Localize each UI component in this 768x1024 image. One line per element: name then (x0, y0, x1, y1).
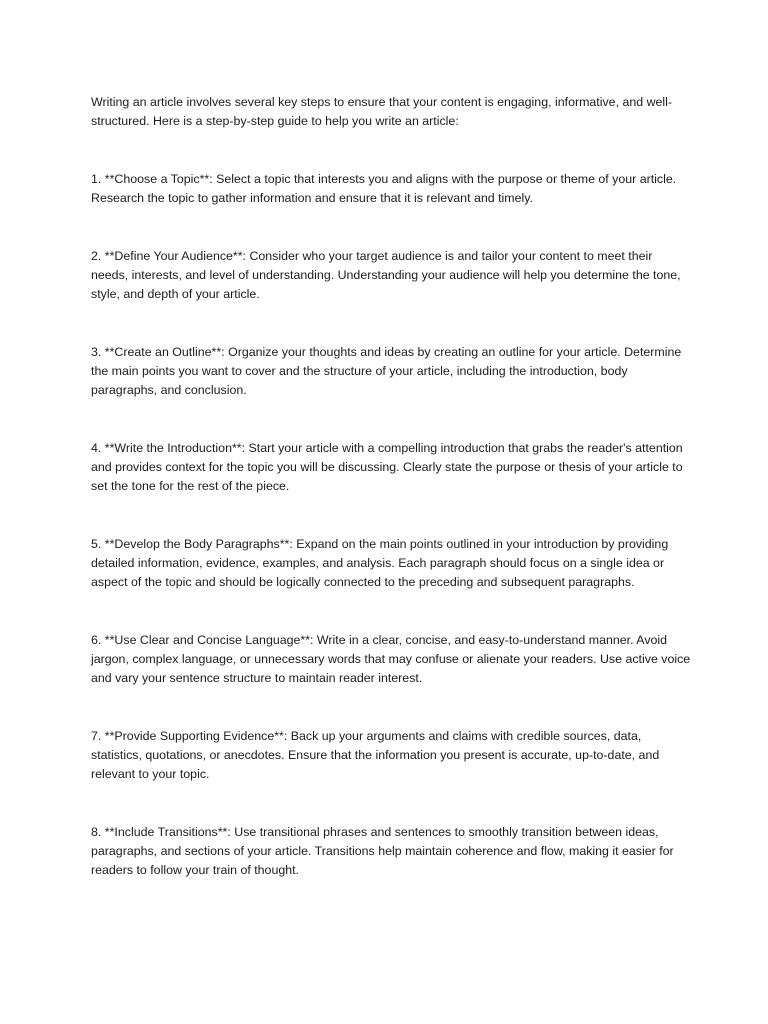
step-paragraph-3: 3. **Create an Outline**: Organize your thoughts and ideas by creating an outline for your article. Determine the main points you want to cover and the structure of your article, including the introduction, body paragraphs, and conclusion. (91, 344, 682, 397)
intro-paragraph: Writing an article involves several key steps to ensure that your content is engaging, informative, and well-structured. Here is a step-by-step guide to help you write an article: (91, 95, 673, 129)
step-paragraph-7: 7. **Provide Supporting Evidence**: Back up your arguments and claims with credible sources, data, statistics, quotations, or anecdotes. Ensure that the information you present is accurate, up-to-date, and relevant to your topic. (91, 728, 660, 781)
step-paragraph-4: 4. **Write the Introduction**: Start your article with a compelling introduction that grabs the reader's attention and provides context for the topic you will be discussing. Clearly state the purpose or thesis of your article to set the tone for the rest of the piece. (91, 440, 683, 493)
step-paragraph-2: 2. **Define Your Audience**: Consider who your target audience is and tailor your content to meet their needs, interests, and level of understanding. Understanding your audience will help you determine the tone, style, and depth of your article. (91, 248, 681, 301)
step-paragraph-8: 8. **Include Transitions**: Use transitional phrases and sentences to smoothly transition between ideas, paragraphs, and sections of your article. Transitions help maintain coherence and flow, making it easier for readers to follow your train of thought. (91, 824, 674, 877)
document-body (91, 93, 691, 880)
step-paragraph-5: 5. **Develop the Body Paragraphs**: Expand on the main points outlined in your introduction by providing detailed information, evidence, examples, and analysis. Each paragraph should focus on a single idea or aspect of the topic and should be logically connected to the preceding and subsequent paragraphs. (91, 536, 669, 589)
step-paragraph-1: 1. **Choose a Topic**: Select a topic that interests you and aligns with the purpose or theme of your article. Research the topic to gather information and ensure that it is relevant and timely. (91, 171, 677, 205)
step-paragraph-6: 6. **Use Clear and Concise Language**: Write in a clear, concise, and easy-to-understand manner. Avoid jargon, complex language, or unnecessary words that may confuse or alienate your readers. Use active voice and vary your sentence structure to maintain reader interest. (91, 632, 691, 685)
